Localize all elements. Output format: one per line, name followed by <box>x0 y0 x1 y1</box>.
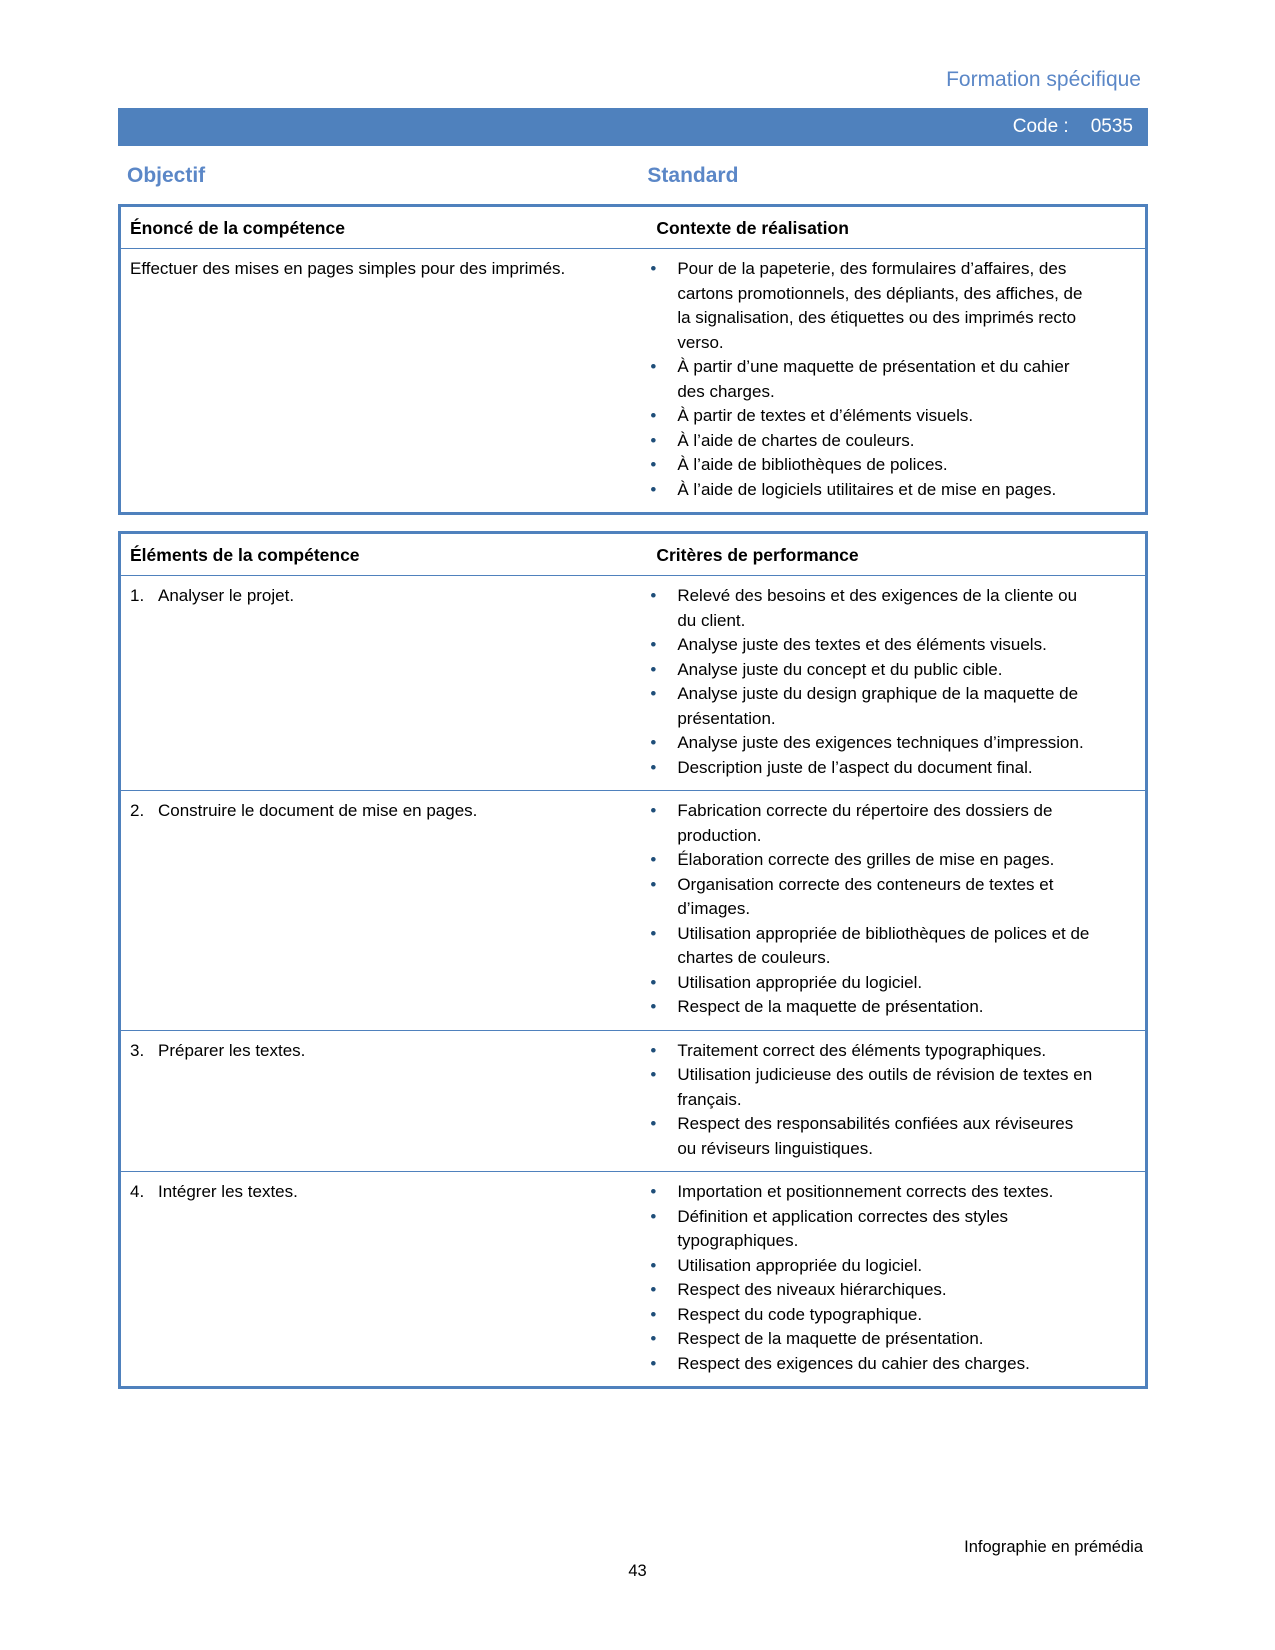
criteria-bullet-list <box>647 1180 1093 1376</box>
criteria-bullet-list <box>647 584 1093 780</box>
bullet-text: À l’aide de logiciels utilitaires et de mise en pages. <box>677 479 1057 499</box>
bullet-item <box>647 682 1093 731</box>
element-label-cell <box>121 1031 647 1172</box>
context-bullet-list <box>647 257 1093 502</box>
bullet-text: Utilisation appropriée du logiciel. <box>677 1255 923 1275</box>
element-numbered-label <box>130 584 592 609</box>
competence-table <box>118 204 1148 515</box>
element-label: Intégrer les textes. <box>158 1182 298 1201</box>
bullet-dot-icon <box>647 756 677 781</box>
bullet-dot-icon <box>647 1205 677 1254</box>
element-numbered-label <box>130 1039 592 1064</box>
bullet-item <box>647 404 1093 429</box>
bullet-item <box>647 971 1093 996</box>
element-row-4 <box>121 1171 1145 1386</box>
bullet-dot-icon <box>647 257 677 355</box>
element-number: 2. <box>130 801 145 820</box>
header-enonce: Énoncé de la compétence <box>130 218 345 238</box>
bullet-dot-icon <box>647 848 677 873</box>
element-label-cell <box>121 1172 647 1386</box>
bullet-text: Traitement correct des éléments typographiques. <box>677 1040 1047 1060</box>
competence-table-header <box>121 207 1145 249</box>
bullet-item <box>647 799 1093 848</box>
header-contexte: Contexte de réalisation <box>656 218 849 238</box>
bullet-dot-icon <box>647 995 677 1020</box>
bullet-text: Respect des exigences du cahier des charges. <box>677 1353 1030 1373</box>
competence-table-row <box>121 249 1145 512</box>
bullet-text: À l’aide de chartes de couleurs. <box>677 430 915 450</box>
bullet-item <box>647 257 1093 355</box>
bullet-text: Respect de la maquette de présentation. <box>677 997 984 1016</box>
bullet-item <box>647 1303 1093 1328</box>
criteria-bullet-list <box>647 799 1093 1020</box>
elements-table-header <box>121 534 1145 576</box>
bullet-text: À partir d’une maquette de présentation et du cahier des charges. <box>677 357 1070 401</box>
bullet-text: Respect du code typographique. <box>677 1304 923 1324</box>
bullet-dot-icon <box>647 1278 677 1303</box>
bullet-dot-icon <box>647 1303 677 1328</box>
bullet-item <box>647 1278 1093 1303</box>
element-row-2 <box>121 790 1145 1030</box>
element-label: Préparer les textes. <box>158 1040 306 1060</box>
bullet-item <box>647 873 1093 922</box>
elements-table <box>118 531 1148 1389</box>
bullet-text: Analyse juste du design graphique de la maquette de présentation. <box>677 684 1079 728</box>
code-bar <box>118 108 1148 146</box>
bullet-item <box>647 1039 1093 1064</box>
column-title-standard: Standard <box>647 164 739 187</box>
footer-program-name: Infographie en prémédia <box>964 1538 1143 1556</box>
element-label: Analyser le projet. <box>158 586 295 605</box>
bullet-text: Analyse juste du concept et du public cible. <box>677 659 1003 679</box>
bullet-dot-icon <box>647 1112 677 1161</box>
bullet-item <box>647 1180 1093 1205</box>
bullet-item <box>647 658 1093 683</box>
code-label: Code : <box>1012 116 1069 137</box>
criteria-cell <box>647 1172 1145 1386</box>
page-number: 43 <box>628 1562 647 1580</box>
element-number: 3. <box>130 1040 145 1060</box>
bullet-text: Utilisation appropriée du logiciel. <box>677 972 923 992</box>
bullet-item <box>647 478 1093 503</box>
column-titles <box>118 164 1148 188</box>
bullet-dot-icon <box>647 633 677 658</box>
bullet-item <box>647 584 1093 633</box>
bullet-item <box>647 429 1093 454</box>
element-row-3 <box>121 1030 1145 1172</box>
bullet-dot-icon <box>647 731 677 756</box>
bullet-text: Importation et positionnement corrects des textes. <box>677 1182 1054 1201</box>
bullet-item <box>647 1327 1093 1352</box>
bullet-text: À l’aide de bibliothèques de polices. <box>677 455 948 474</box>
bullet-dot-icon <box>647 355 677 404</box>
bullet-dot-icon <box>647 799 677 848</box>
bullet-dot-icon <box>647 1180 677 1205</box>
bullet-item <box>647 355 1093 404</box>
bullet-text: Analyse juste des exigences techniques d’impression. <box>677 733 1084 752</box>
element-number: 1. <box>130 586 145 605</box>
bullet-text: Description juste de l’aspect du document final. <box>677 757 1033 777</box>
bullet-text: Respect des niveaux hiérarchiques. <box>677 1280 947 1299</box>
element-numbered-label <box>130 799 592 824</box>
header-criteres: Critères de performance <box>656 545 859 565</box>
criteria-cell <box>647 1031 1145 1172</box>
element-numbered-label <box>130 1180 592 1205</box>
bullet-item <box>647 1254 1093 1279</box>
bullet-dot-icon <box>647 584 677 633</box>
element-row-1 <box>121 576 1145 790</box>
bullet-dot-icon <box>647 404 677 429</box>
criteria-bullet-list <box>647 1039 1093 1162</box>
bullet-dot-icon <box>647 453 677 478</box>
element-label: Construire le document de mise en pages. <box>158 801 478 820</box>
bullet-item <box>647 1112 1093 1161</box>
bullet-dot-icon <box>647 1352 677 1377</box>
bullet-item <box>647 1205 1093 1254</box>
bullet-text: Pour de la papeterie, des formulaires d’affaires, des cartons promotionnels, des dépliants, des affiches, de la signalisation, des étiquettes ou des imprimés recto verso. <box>677 259 1083 352</box>
bullet-text: Définition et application correctes des styles typographiques. <box>677 1206 1009 1250</box>
bullet-dot-icon <box>647 971 677 996</box>
bullet-item <box>647 453 1093 478</box>
bullet-item <box>647 731 1093 756</box>
statement-text: Effectuer des mises en pages simples pour des imprimés. <box>130 259 566 278</box>
bullet-text: Élaboration correcte des grilles de mise en pages. <box>677 850 1055 869</box>
criteria-cell <box>647 791 1145 1030</box>
bullet-item <box>647 995 1093 1020</box>
bullet-item <box>647 1352 1093 1377</box>
bullet-item <box>647 922 1093 971</box>
bullet-dot-icon <box>647 922 677 971</box>
bullet-text: Utilisation appropriée de bibliothèques de polices et de chartes de couleurs. <box>677 923 1090 967</box>
bullet-text: Fabrication correcte du répertoire des dossiers de production. <box>677 801 1053 845</box>
element-label-cell <box>121 576 647 790</box>
bullet-text: Utilisation judicieuse des outils de révision de textes en français. <box>677 1065 1093 1109</box>
bullet-dot-icon <box>647 1327 677 1352</box>
element-label-cell <box>121 791 647 1030</box>
element-number: 4. <box>130 1182 145 1201</box>
bullet-text: Organisation correcte des conteneurs de textes et d’images. <box>677 874 1054 918</box>
section-label: Formation spécifique <box>946 68 1141 91</box>
bullet-item <box>647 756 1093 781</box>
column-title-objectif: Objectif <box>127 164 206 187</box>
column-title-objectif-wrap <box>118 164 647 188</box>
bullet-dot-icon <box>647 682 677 731</box>
bullet-text: Relevé des besoins et des exigences de la cliente ou du client. <box>677 586 1078 630</box>
bullet-text: Respect de la maquette de présentation. <box>677 1329 984 1348</box>
criteria-cell <box>647 576 1145 790</box>
bullet-dot-icon <box>647 1254 677 1279</box>
code-value: 0535 <box>1090 116 1133 137</box>
bullet-text: Respect des responsabilités confiées aux réviseures ou réviseurs linguistiques. <box>677 1114 1074 1158</box>
context-cell <box>647 249 1145 512</box>
bullet-dot-icon <box>647 478 677 503</box>
bullet-text: À partir de textes et d’éléments visuels. <box>677 406 974 425</box>
header-elements: Éléments de la compétence <box>130 545 360 565</box>
bullet-item <box>647 848 1093 873</box>
bullet-item <box>647 1063 1093 1112</box>
bullet-dot-icon <box>647 1039 677 1064</box>
column-title-standard-wrap <box>647 164 1148 188</box>
bullet-dot-icon <box>647 429 677 454</box>
bullet-dot-icon <box>647 873 677 922</box>
bullet-dot-icon <box>647 658 677 683</box>
bullet-text: Analyse juste des textes et des éléments visuels. <box>677 635 1047 654</box>
bullet-item <box>647 633 1093 658</box>
bullet-dot-icon <box>647 1063 677 1112</box>
